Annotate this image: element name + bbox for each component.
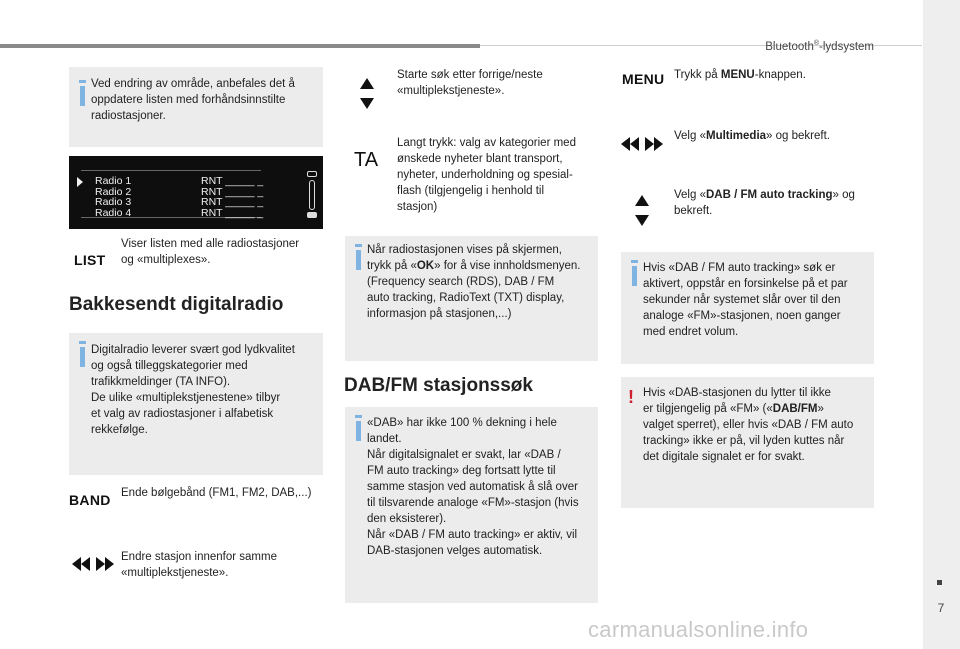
info-icon — [80, 86, 85, 106]
scroll-down-icon — [307, 212, 317, 218]
list-button-label: LIST — [74, 252, 106, 268]
ta-button-label: TA — [354, 149, 379, 171]
note-text: Hvis «DAB / FM auto tracking» søk er aktivert, oppstår en forsinkelse på et par sekunder når systemet slår over til den analoge «FM»-stasjonen, noen ganger med endret volum. — [643, 262, 848, 338]
info-icon — [356, 421, 361, 441]
page-number: 7 — [937, 601, 945, 615]
info-note-dab-coverage — [345, 407, 598, 603]
section-heading-dab-fm: DAB/FM stasjonssøk — [344, 375, 533, 396]
band-button-label: BAND — [69, 492, 111, 508]
page-header: Bluetooth®-lydsystem — [765, 40, 874, 53]
note-text: Hvis «DAB-stasjonen du lytter til ikke er tilgjengelig på «FM» («DAB/FM» valget sperret), eller hvis «DAB / FM auto tracking» ikke er på, vil lyden kuttes når det digitale signalet er for svakt. — [643, 387, 854, 463]
seek-multiplex-description: Starte søk etter forrige/neste «multiplekstjeneste». — [397, 69, 543, 97]
info-note-digital-radio — [69, 333, 323, 475]
station-names: Radio 1 Radio 2 Radio 3 Radio 4 — [95, 175, 132, 219]
menu-button-label: MENU — [622, 71, 665, 87]
list-description: Viser listen med alle radiostasjoner og «multiplexes». — [121, 238, 300, 266]
info-icon — [632, 266, 637, 286]
seek-arrows-icon — [71, 556, 115, 572]
seek-arrows-icon — [620, 136, 664, 152]
info-note-area-change — [69, 67, 323, 147]
scrollbar — [309, 180, 315, 210]
top-rule — [0, 44, 480, 48]
scroll-up-icon — [307, 171, 317, 177]
note-text: Når radiostasjonen vises på skjermen, trykk på «OK» for å vise innholdsmenyen. (Frequency search (RDS), DAB / FM auto tracking, RadioText (TXT) display, informasjon på stasjonen,...) — [367, 244, 581, 320]
note-text: Ved endring av område, anbefales det å oppdatere listen med forhåndsinnstilte radiostasjoner. — [91, 78, 295, 122]
info-icon — [80, 347, 85, 367]
ta-description: Langt trykk: valg av kategorier med ønskede nyheter blant transport, nyheter, underholdning og spesial- flash (tilgjengelig i henhold til stasjon) — [397, 137, 576, 213]
band-description: Ende bølgebånd (FM1, FM2, DAB,...) — [121, 487, 312, 499]
multimedia-instruction: Velg «Multimedia» og bekreft. — [674, 130, 830, 142]
page-marker — [937, 580, 942, 585]
radio-list-screen — [69, 156, 323, 229]
dab-instruction: Velg «DAB / FM auto tracking» og bekreft. — [674, 189, 855, 217]
note-text: Digitalradio leverer svært god lydkvalitet og også tilleggskategorier med trafikkmeldinger (TA INFO). De ulike «multiplekstjenestene» tilbyr et valg av radiostasjoner i alfabetisk rekkefølge. — [91, 344, 295, 436]
seek-description: Endre stasjon innenfor samme «multiplekstjeneste». — [121, 551, 277, 579]
info-icon — [356, 250, 361, 270]
warning-note-dab-unavailable — [621, 377, 874, 508]
info-note-auto-tracking — [621, 252, 874, 364]
note-text: «DAB» har ikke 100 % dekning i hele landet. Når digitalsignalet er svakt, lar «DAB / FM auto tracking» deg fortsatt lytte til samme stasjon ved automatisk å slå over til tilsvarende analoge «FM»-stasjon (hvis den eksisterer). Når «DAB / FM auto tracking» er aktiv, vil DAB-stasjonen velges automatisk. — [367, 417, 579, 557]
page-edge-band — [923, 0, 960, 649]
up-down-arrows-icon — [634, 194, 650, 228]
menu-instruction: Trykk på MENU-knappen. — [674, 69, 806, 81]
station-codes: RNT _____ _ RNT _____ _ RNT _____ _ RNT _____ _ — [201, 175, 264, 219]
up-down-arrows-icon — [359, 77, 375, 111]
warning-icon: ! — [628, 387, 634, 407]
play-arrow-icon — [77, 177, 83, 187]
info-note-ok-menu — [345, 236, 598, 361]
section-heading-digital-radio: Bakkesendt digitalradio — [69, 294, 284, 315]
watermark: carmanualsonline.info — [588, 617, 809, 642]
